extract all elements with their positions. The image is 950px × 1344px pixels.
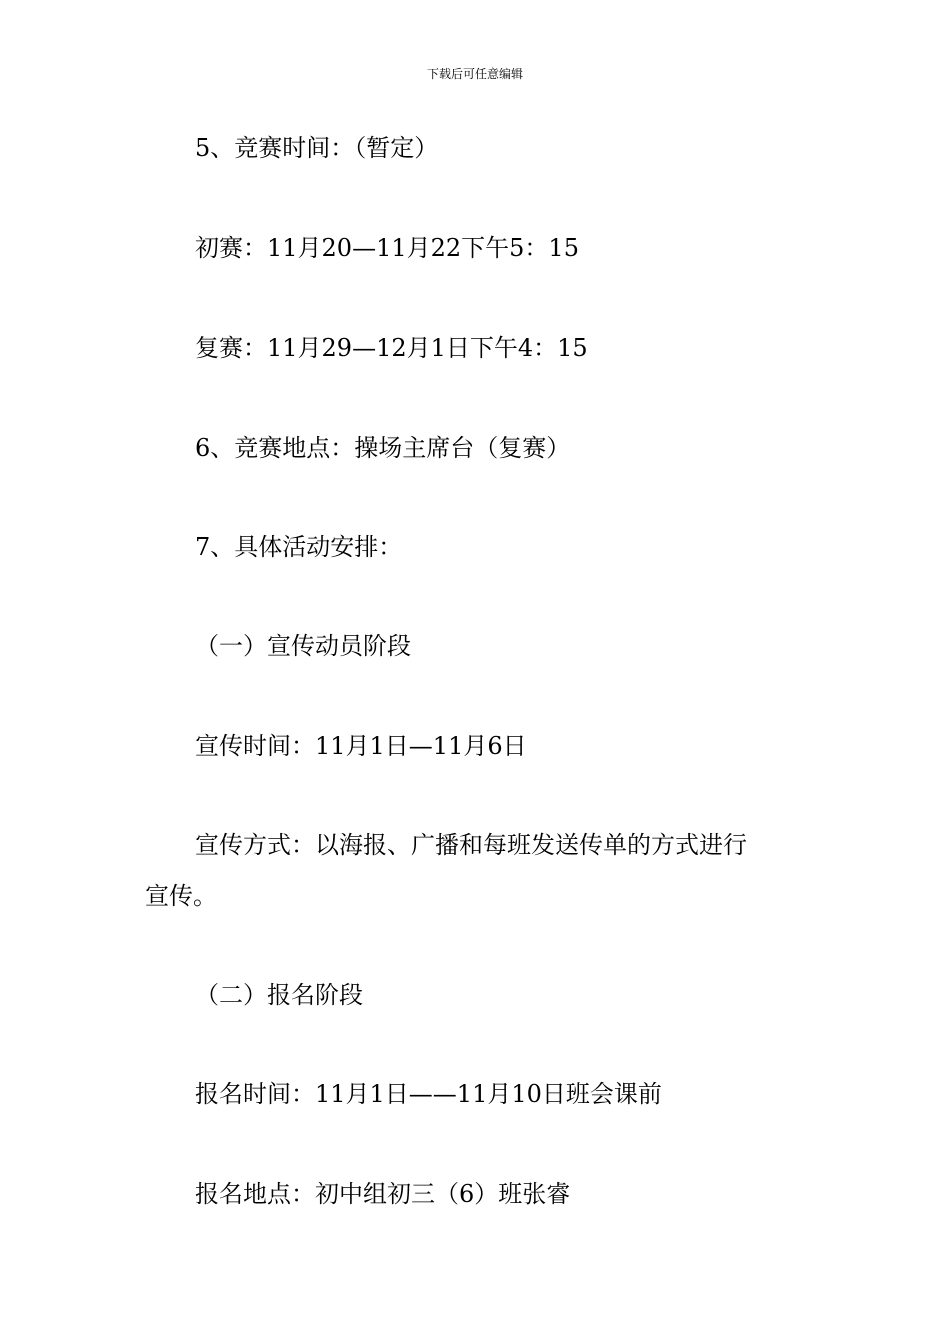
page-header-note: 下载后可任意编辑 <box>426 67 523 81</box>
paragraph-competition-location: 6、竞赛地点：操场主席台（复赛） <box>195 434 571 462</box>
paragraph-competition-time: 5、竞赛时间：（暂定） <box>195 134 439 162</box>
paragraph-publicity-method: 宣传方式：以海报、广播和每班发送传单的方式进行 <box>195 831 747 859</box>
section-heading-publicity: （一）宣传动员阶段 <box>195 632 411 660</box>
paragraph-second-round: 复赛：11月29—12月1日下午4：15 <box>195 334 588 362</box>
paragraph-preliminary-round: 初赛：11月20—11月22下午5：15 <box>195 234 579 262</box>
paragraph-publicity-time: 宣传时间：11月1日—11月6日 <box>195 732 527 760</box>
paragraph-publicity-method-continued: 宣传。 <box>145 882 217 910</box>
section-heading-registration: （二）报名阶段 <box>195 981 363 1009</box>
paragraph-activity-arrangement: 7、具体活动安排： <box>195 533 403 561</box>
paragraph-registration-time: 报名时间：11月1日——11月10日班会课前 <box>195 1080 662 1108</box>
paragraph-registration-location: 报名地点：初中组初三（6）班张睿 <box>195 1180 571 1208</box>
